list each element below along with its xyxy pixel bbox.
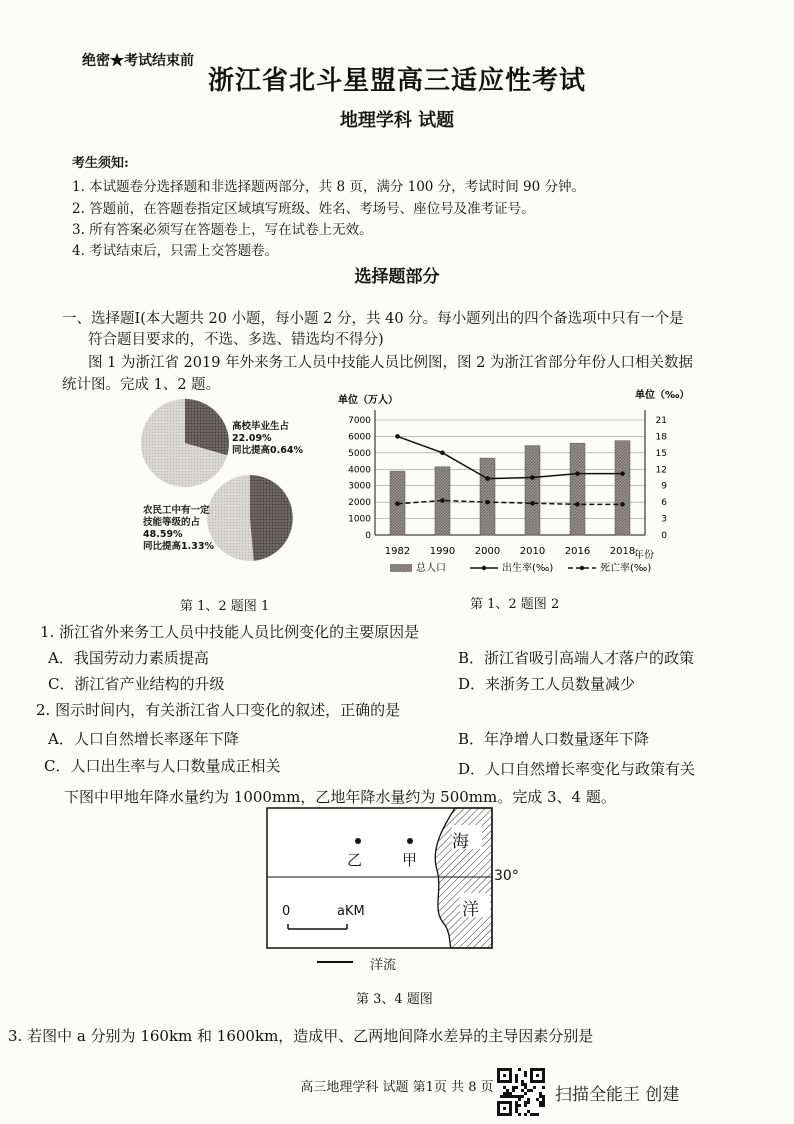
y2-tick-label: 21: [655, 416, 667, 426]
pie-bottom-skilled-slice: [250, 475, 293, 561]
birth-rate-point: [620, 471, 625, 476]
qr-module: [515, 1074, 518, 1077]
legend-bar-swatch: [390, 564, 412, 572]
q2-option-a: A．人口自然增长率逐年下降: [48, 730, 239, 748]
x-tick-label: 1990: [429, 546, 456, 557]
pie-bottom-label-line: 技能等级的占: [143, 517, 201, 528]
qr-module: [515, 1107, 518, 1110]
y2-tick-label: 15: [655, 448, 667, 459]
qr-module: [506, 1089, 509, 1092]
qr-module: [509, 1092, 512, 1095]
x-tick-label: 2018: [609, 546, 636, 557]
qr-module: [524, 1104, 527, 1107]
pie-top-label-line: 22.09%: [232, 433, 272, 444]
q1-option-b: B．浙江省吸引高端人才落户的政策: [458, 649, 695, 667]
qr-module: [521, 1083, 524, 1086]
qr-module: [542, 1086, 545, 1089]
q34-map: [255, 805, 545, 970]
qr-module: [503, 1101, 506, 1104]
legend-label: 总人口: [416, 563, 446, 574]
qr-module: [515, 1080, 518, 1083]
y2-tick-label: 3: [661, 514, 667, 525]
qr-module: [500, 1068, 503, 1071]
pie-bottom-label-line: 同比提高1.33%: [143, 541, 214, 552]
qr-module: [506, 1092, 509, 1095]
x-tick-label: 2010: [519, 546, 546, 557]
qr-module: [509, 1113, 512, 1116]
qr-module: [524, 1086, 527, 1089]
qr-module: [542, 1077, 545, 1080]
qr-module: [515, 1095, 518, 1098]
qr-module: [542, 1080, 545, 1083]
qr-module: [527, 1098, 530, 1101]
qr-module: [512, 1095, 515, 1098]
death-rate-point: [440, 498, 445, 503]
qr-module: [503, 1107, 506, 1110]
legend-birth-swatch-dot: [482, 566, 486, 570]
qr-module: [509, 1107, 512, 1110]
qr-module: [536, 1074, 539, 1077]
qr-module: [509, 1077, 512, 1080]
section-title: 选择题部分: [354, 267, 440, 287]
q2-option-c: C．人口出生率与人口数量成正相关: [44, 757, 281, 775]
population-bar: [525, 446, 540, 535]
qr-module: [503, 1095, 506, 1098]
death-rate-point: [620, 502, 625, 507]
qr-module: [515, 1086, 518, 1089]
legend-label: 出生率(‰): [502, 563, 554, 574]
qr-module: [497, 1101, 500, 1104]
figure2-caption: 第 1、2 题图 2: [470, 597, 560, 612]
qr-module: [533, 1086, 536, 1089]
qr-module: [539, 1104, 542, 1107]
qr-module: [506, 1080, 509, 1083]
qr-module: [497, 1107, 500, 1110]
q1-option-a: A．我国劳动力素质提高: [48, 649, 209, 667]
population-bar: [615, 441, 630, 535]
qr-module: [518, 1104, 521, 1107]
right-axis-label: 单位（‰）: [635, 390, 690, 401]
qr-module: [509, 1068, 512, 1071]
qr-module: [518, 1098, 521, 1101]
birth-rate-point: [530, 475, 535, 480]
note-item: 4. 考试结束后，只需上交答题卷。: [72, 243, 279, 259]
death-rate-point: [575, 502, 580, 507]
qr-module: [506, 1101, 509, 1104]
y2-tick-label: 12: [655, 465, 667, 476]
qr-module: [527, 1089, 530, 1092]
qr-module: [518, 1068, 521, 1071]
qr-module: [506, 1113, 509, 1116]
qr-module: [530, 1113, 533, 1116]
qr-module: [503, 1074, 506, 1077]
q2-stem: 2. 图示时间内，有关浙江省人口变化的叙述，正确的是: [36, 701, 401, 719]
chart-axes: [375, 410, 645, 535]
qr-module: [542, 1068, 545, 1071]
figure2-chart: [330, 385, 700, 580]
chart-legend: [390, 561, 651, 574]
qr-module: [509, 1071, 512, 1074]
qr-module: [539, 1095, 542, 1098]
q1-option-c: C．浙江省产业结构的升级: [48, 675, 225, 693]
figure1-caption: 第 1、2 题图 1: [180, 599, 270, 614]
qr-module: [542, 1101, 545, 1104]
qr-module: [500, 1101, 503, 1104]
birth-rate-point: [395, 434, 400, 439]
qr-module: [533, 1113, 536, 1116]
place-jia-dot: [407, 838, 413, 844]
exam-title: 浙江省北斗星盟高三适应性考试: [207, 66, 586, 96]
y-tick-label: 4000: [348, 465, 371, 476]
death-rate-point: [485, 500, 490, 505]
intro-line: 统计图。完成 1、2 题。: [62, 377, 221, 393]
population-bar: [570, 443, 585, 535]
qr-module: [536, 1080, 539, 1083]
y2-tick-label: 6: [661, 498, 667, 509]
y2-tick-label: 18: [655, 432, 667, 443]
page-footer: 高三地理学科 试题 第1页 共 8 页: [300, 1080, 494, 1095]
q1-option-d: D．来浙务工人员数量减少: [458, 675, 636, 693]
qr-module: [497, 1068, 500, 1071]
qr-module: [515, 1110, 518, 1113]
qr-module: [500, 1080, 503, 1083]
x-tick-label: 2000: [474, 546, 501, 557]
qr-module: [503, 1092, 506, 1095]
qr-module: [497, 1104, 500, 1107]
pie-bottom-label-line: 48.59%: [143, 529, 183, 540]
intro-line: 图 1 为浙江省 2019 年外来务工人员中技能人员比例图，图 2 为浙江省部分年份人口相关数据: [88, 355, 694, 371]
qr-module: [497, 1113, 500, 1116]
left-axis-label: 单位（万人）: [338, 395, 398, 406]
qr-module: [512, 1086, 515, 1089]
qr-module: [503, 1113, 506, 1116]
qr-module: [518, 1113, 521, 1116]
qr-module: [515, 1101, 518, 1104]
qr-module: [530, 1080, 533, 1083]
qr-module: [539, 1080, 542, 1083]
pie-top-label-line: 高校毕业生占: [232, 421, 290, 432]
qr-module: [527, 1110, 530, 1113]
x-tick-label: 2016: [564, 546, 591, 557]
confidential-mark: 绝密★考试结束前: [82, 53, 194, 69]
qr-module: [542, 1104, 545, 1107]
qr-module: [497, 1074, 500, 1077]
qr-module: [524, 1074, 527, 1077]
instructions-line: 符合题目要求的，不选、多选、错选均不得分): [88, 332, 384, 348]
qr-module: [497, 1080, 500, 1083]
qr-module: [515, 1104, 518, 1107]
qr-module: [530, 1074, 533, 1077]
qr-module: [536, 1068, 539, 1071]
qr-module: [542, 1098, 545, 1101]
qr-module: [500, 1095, 503, 1098]
y2-tick-label: 0: [661, 531, 667, 541]
latitude-label: 30°: [494, 868, 519, 884]
qr-module: [539, 1068, 542, 1071]
x-unit-label: 年份: [634, 550, 654, 561]
pie-top-label-line: 同比提高0.64%: [232, 445, 303, 456]
qr-module: [536, 1113, 539, 1116]
exam-subtitle: 地理学科 试题: [339, 110, 455, 131]
qr-module: [524, 1101, 527, 1104]
death-rate-point: [395, 501, 400, 506]
q2-option-d: D．人口自然增长率变化与政策有关: [458, 760, 696, 778]
y-tick-label: 2000: [348, 498, 371, 509]
instructions-line: 一、选择题Ⅰ(本大题共 20 小题，每小题 2 分，共 40 分。每小题列出的四个备选项中只有一个是: [62, 311, 684, 327]
y-tick-label: 1000: [348, 514, 371, 525]
note-item: 3. 所有答案必须写在答题卷上，写在试卷上无效。: [72, 222, 373, 238]
y-tick-label: 3000: [348, 481, 371, 492]
map-caption: 第 3、4 题图: [356, 992, 433, 1007]
birth-rate-point: [485, 476, 490, 481]
y-tick-label: 5000: [348, 448, 371, 459]
qr-module: [533, 1068, 536, 1071]
qr-module: [521, 1089, 524, 1092]
q34-intro: 下图中甲地年降水量约为 1000mm，乙地年降水量约为 500mm。完成 3、4 题。: [64, 788, 616, 806]
y-tick-label: 7000: [348, 416, 371, 426]
qr-module: [497, 1110, 500, 1113]
chart-bars: [390, 441, 630, 535]
death-rate-point: [530, 501, 535, 506]
note-item: 1. 本试题卷分选择题和非选择题两部分，共 8 页，满分 100 分，考试时间 90 分钟。: [72, 179, 585, 195]
qr-module: [524, 1071, 527, 1074]
sea-label-2: 洋: [462, 900, 479, 920]
birth-rate-point: [440, 451, 445, 456]
notes-heading: 考生须知:: [72, 156, 129, 171]
qr-module: [506, 1095, 509, 1098]
qr-module: [509, 1080, 512, 1083]
qr-module: [509, 1101, 512, 1104]
scale-zero: 0: [282, 904, 291, 919]
pie-top-label: [232, 421, 303, 457]
scale-value: aKM: [337, 904, 365, 919]
y2-tick-label: 9: [661, 481, 667, 492]
qr-module: [503, 1080, 506, 1083]
place-yi-label: 乙: [347, 851, 363, 869]
qr-module: [530, 1089, 533, 1092]
place-yi-dot: [355, 838, 361, 844]
qr-module: [539, 1092, 542, 1095]
qr-module: [533, 1080, 536, 1083]
qr-module: [530, 1077, 533, 1080]
qr-module: [521, 1080, 524, 1083]
qr-module: [518, 1095, 521, 1098]
qr-module: [503, 1068, 506, 1071]
qr-module: [509, 1074, 512, 1077]
qr-module: [524, 1092, 527, 1095]
pie-top: [141, 399, 229, 487]
qr-module: [542, 1071, 545, 1074]
birth-rate-point: [575, 471, 580, 476]
qr-module: [509, 1110, 512, 1113]
qr-module: [539, 1101, 542, 1104]
qr-module: [536, 1098, 539, 1101]
qr-module: [503, 1086, 506, 1089]
qr-module: [500, 1113, 503, 1116]
population-bar: [480, 458, 495, 535]
legend-death-swatch-dot: [580, 566, 584, 570]
q2-option-b: B．年净增人口数量逐年下降: [458, 730, 650, 748]
qr-module: [524, 1083, 527, 1086]
scanner-watermark: 扫描全能王 创建: [555, 1085, 680, 1105]
qr-module: [542, 1074, 545, 1077]
y-tick-label: 0: [365, 531, 371, 541]
qr-module: [497, 1071, 500, 1074]
birth-rate-line: [398, 436, 623, 478]
y-tick-label: 6000: [348, 432, 371, 443]
sea-label-1: 海: [452, 832, 469, 852]
q3-stem: 3. 若图中 a 分别为 160km 和 1600km，造成甲、乙两地间降水差异的主导因素分别是: [8, 1027, 594, 1045]
q1-stem: 1. 浙江省外来务工人员中技能人员比例变化的主要原因是: [40, 623, 420, 641]
pie-bottom: [207, 475, 293, 561]
qr-module: [524, 1113, 527, 1116]
qr-module: [521, 1095, 524, 1098]
qr-module: [497, 1077, 500, 1080]
pie-bottom-label: [143, 505, 214, 553]
legend-current-label: 洋流: [370, 958, 397, 973]
legend-label: 死亡率(‰): [600, 563, 652, 574]
x-tick-label: 1982: [384, 546, 411, 557]
qr-module: [512, 1089, 515, 1092]
qr-code-icon: [497, 1068, 545, 1116]
note-item: 2. 答题前，在答题卷指定区域填写班级、姓名、考场号、座位号及准考证号。: [72, 201, 535, 217]
qr-module: [509, 1104, 512, 1107]
place-jia-label: 甲: [402, 851, 418, 869]
qr-module: [506, 1068, 509, 1071]
chart-lines: [395, 434, 625, 507]
qr-module: [530, 1068, 533, 1071]
qr-module: [509, 1095, 512, 1098]
qr-module: [515, 1077, 518, 1080]
qr-module: [527, 1101, 530, 1104]
qr-module: [542, 1095, 545, 1098]
qr-module: [530, 1071, 533, 1074]
pie-bottom-label-line: 农民工中有一定: [143, 505, 210, 516]
